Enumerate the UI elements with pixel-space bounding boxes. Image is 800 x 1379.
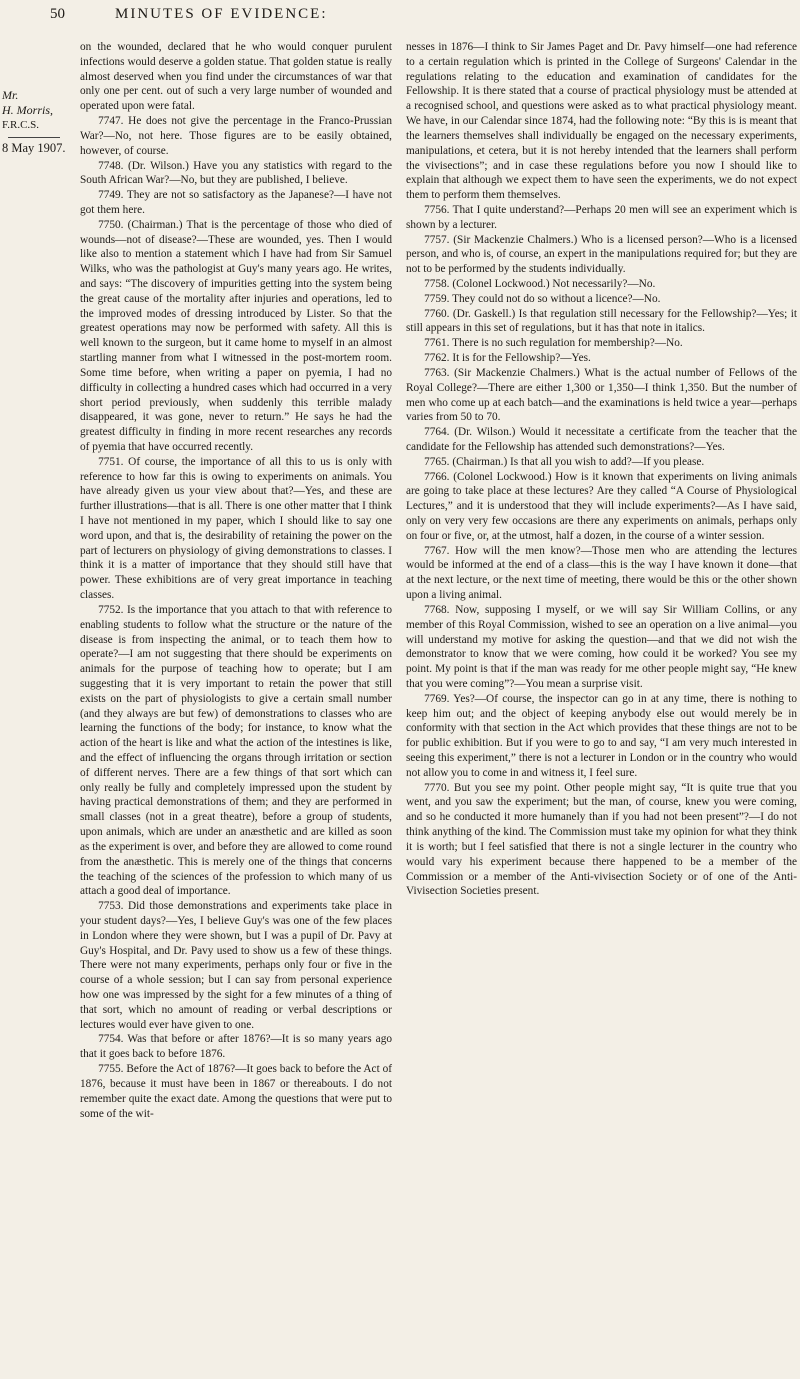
paragraph: 7761. There is no such regulation for membership?—No. [424, 337, 683, 350]
evidence-date: 8 May 1907. [2, 141, 66, 155]
paragraph: 7760. (Dr. Gaskell.) Is that regulation still necessary for the Fellowship?—Yes; it still appears in this set of regulations, but it has that note in italics. [406, 307, 797, 335]
right-column [406, 40, 797, 899]
witness-name: H. Morris, [2, 103, 54, 117]
paragraph: nesses in 1876—I think to Sir James Paget and Dr. Pavy himself—one had reference to a certain regulation which is printed in the College of Surgeons' Calendar in the regulations relating to the education and examination of candidates for the Fellowship. It is there stated that a course of practical physiology must be attended at a recognised school, and questions were asked as to what practical physiology meant. We have, in our Calendar since 1874, had the following note: “By this is is meant that the learners themselves shall individually be engaged on the necessary experiments, manipulations, et cetera, but it is not hereby intended that the learners shall perform the vivisections”; and in case these regulations before you now I should like to explain that although we expect them to have seen the experiments, we do not expect them to perform them themselves. [406, 41, 797, 202]
paragraph: 7768. Now, supposing I myself, or we will say Sir William Collins, or any member of this Royal Commission, wished to see an operation on a live animal—you will understand my motive for asking the question—and that we did not wish the demonstrator to know that we were coming, how could it be worked? You see my point. My point is that if the man was ready for me other people might say, “He knew that you were coming”?—You mean a surprise visit. [406, 603, 797, 690]
page-number: 50 [50, 6, 65, 22]
paragraph: 7748. (Dr. Wilson.) Have you any statistics with regard to the South African War?—No, but they are published, I believe. [80, 159, 392, 187]
paragraph: 7755. Before the Act of 1876?—It goes back to before the Act of 1876, because it must have been in 1867 or thereabouts. I do not remember quite the exact date. Among the questions that were put to some of the wit- [80, 1063, 392, 1120]
paragraph: 7749. They are not so satisfactory as the Japanese?—I have not got them here. [80, 189, 392, 216]
paragraph: 7753. Did those demonstrations and experiments take place in your student days?—Yes, I believe Guy's was one of the few places in London where they were shown, but I was a pupil of Dr. Pavy at Guy's Hospital, and Dr. Pavy used to show us a few of these things. There were not many experiments, perhaps only four or five in the course of a whole session; but I can say from personal experience how one was impressed by the sight for a few minutes of a thing of that sort, which no amount of reading or verbal descriptions or lectures would ever have given to one. [80, 900, 392, 1031]
paragraph: 7750. (Chairman.) That is the percentage of those who died of wounds—not of disease?—These are wounded, yes. Then I would like also to mention a statement which I have had from Sir Samuel Wilks, who was the pathologist at Guy's many years ago. He writes, and says: “The discovery of impurities getting into the system being the great cause of the mortality after injuries and operations, led to the improved modes of dressing introduced by Lister. So that the greatest operations may now be performed with safety. All this is well known to the surgeon, but it came home to myself in an almost startling manner from what I witnessed in the post-mortem room. Some time before, when writing a paper on pyemia, I had no difficulty in collecting a hundred cases which had occurred in a very short period previously, when suddenly this terrible malady disappeared, it was gone, never to return.” He says he had the greatest difficulty in finding in more recent researches any records of pyemia that have occurred recently. [80, 218, 392, 453]
paragraph: 7763. (Sir Mackenzie Chalmers.) What is the actual number of Fellows of the Royal College?—There are either 1,300 or 1,350—I think 1,350. But the number of men who come up at each batch—and the examinations is held twice a year—perhaps varies from 50 to 70. [406, 366, 797, 424]
witness-title: Mr. [2, 88, 19, 102]
paragraph: 7757. (Sir Mackenzie Chalmers.) Who is a licensed person?—Who is a licensed person, and who is, of course, an expert in the manipulations required for; but they are not to be performed by the students individually. [406, 233, 797, 276]
paragraph: 7756. That I quite understand?—Perhaps 20 men will see an experiment which is shown by a lecturer. [406, 203, 797, 231]
paragraph: 7767. How will the men know?—Those men who are attending the lectures would be informed at the end of a class—this is the way I have known it done—that at the next lecture, or the next time of meeting, there would be this or the other shown upon a living animal. [406, 544, 797, 602]
paragraph: 7762. It is for the Fellowship?—Yes. [424, 352, 591, 365]
paragraph: 7764. (Dr. Wilson.) Would it necessitate a certificate from the teacher that the candidate for the Fellowship has attended such demonstrations?—Yes. [406, 426, 797, 453]
paragraph: 7758. (Colonel Lockwood.) Not necessarily?—No. [424, 278, 656, 290]
paragraph: 7751. Of course, the importance of all this to us is only with reference to how far this is owing to experiments on animals. You have already given us your view about that?—Yes, and these are further illustrations—that is all. There is one other matter that I think I have not mentioned in my paper, which I should like to say one word upon, and that is, the desirability of retaining the power on the part of lecturers on physiology of giving demonstrations to classes. I think it is a matter of importance that they should still have that power. These exhibitions are of very great importance in teaching classes. [80, 455, 392, 602]
paragraph: 7752. Is the importance that you attach to that with reference to enabling students to follow what the structure or the nature of the disease is from inspecting the animal, or to teach them how to operate?—I am not suggesting that there should be experiments on animals for the purpose of teaching how to operate; but I am suggesting that it is very important to retain the power that still exists on the part of physiologists to give a certain small number (and they always are but few) of demonstrations to classes who are learning the functions of the body; for instance, to know what the action of the heart is like and what the action of the intestines is like, and the effect of influencing the organs through irritation or section of different nerves. There are a few things of that sort which can only really be fully and completely impressed upon the student by having practical demonstrations of them; and they are performed in small classes (not in a great theatre), before a group of students, upon animals, which are under an anæsthetic and are killed as soon as the experiment is over, and before they are allowed to come round from the anæsthetic. This is merely one of the things that concerns the teaching of the sciences of the profession to which many of us attach a good deal of importance. [80, 603, 392, 898]
paragraph: 7765. (Chairman.) Is that all you wish to add?—If you please. [424, 455, 705, 468]
paragraph: 7747. He does not give the percentage in the Franco-Prussian War?—No, not here. Those figures are to be easily obtained, however, of course. [80, 115, 392, 157]
paragraph: 7770. But you see my point. Other people might say, “It is quite true that you went, and you saw the experiment; but the man, of course, knew you were coming, and so he conducted it more humanely than if you had not been present”?—I do not think anything of the kind. The Commission must take my opinion for what they think it is worth; but I feel satisfied that there is not a single lecturer in the country who would vary his experiment because there happened to be a member of the Commission or a member of the Anti-vivisection Society or of one of the Anti-Vivisection Societies present. [406, 781, 797, 898]
left-column [80, 40, 392, 1121]
witness-qualification: F.R.C.S. [2, 119, 40, 131]
margin-rule [8, 137, 60, 138]
paragraph: 7754. Was that before or after 1876?—It is so many years ago that it goes back to before 1876. [80, 1033, 392, 1061]
witness-margin-note [2, 88, 70, 156]
paragraph: 7769. Yes?—Of course, the inspector can go in at any time, there is nothing to keep him out; and the object of keeping anybody else out would merely be in conformity with that section in the Act which provides that these things are not to be for public exhibition. But if you were to go to and say, “I am very much interested in seeing this experiment,” there is not a lecturer in London or in the country who would not allow you to come in and witness it, I feel sure. [406, 692, 797, 779]
paragraph: 7759. They could not do so without a licence?—No. [424, 292, 661, 305]
paragraph: 7766. (Colonel Lockwood.) How is it known that experiments on living animals are going to take place at these lectures? Are they called “A Course of Physiological Lectures,” and it is understood that they will include experiments?—As I have said, only on very very few occasions are there any experiments on animals, perhaps only on four or five, or, at the utmost, half a dozen, in the course of a winter session. [406, 470, 797, 542]
paragraph: on the wounded, declared that he who would conquer purulent infections would deserve a golden statue. That golden statue is really almost deserved when you find under the circumstances of war that only one per cent. out of such a very large number of wounded and operated upon were fatal. [80, 41, 392, 113]
running-head: MINUTES OF EVIDENCE: [115, 6, 328, 22]
